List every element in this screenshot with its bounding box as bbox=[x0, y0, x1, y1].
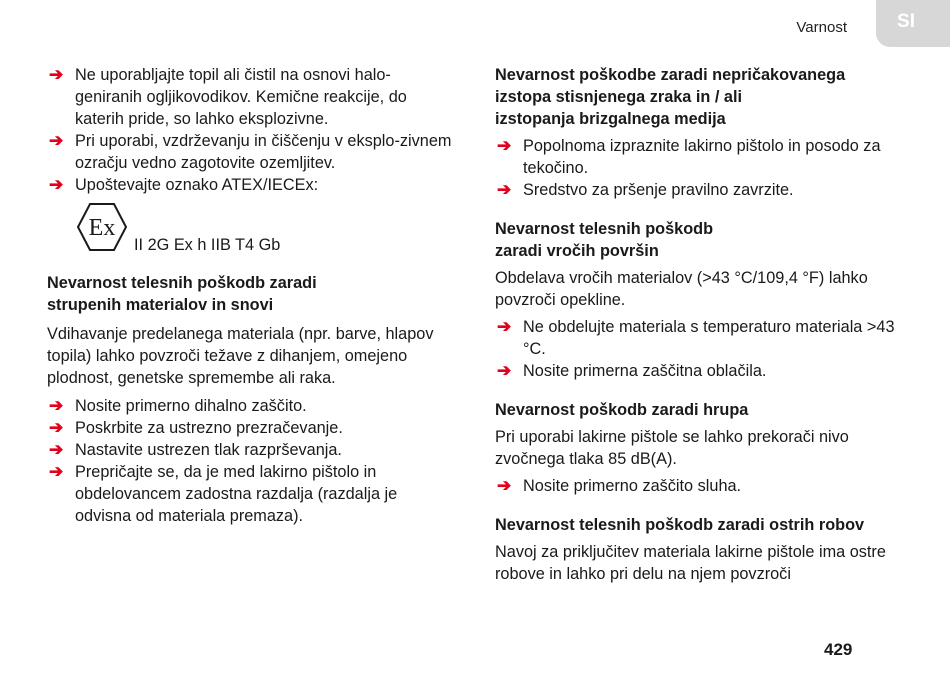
ex-code: II 2G Ex h IIB T4 Gb bbox=[134, 236, 281, 254]
arrow-right-icon: ➔ bbox=[497, 476, 512, 495]
section-hot-surfaces bbox=[495, 218, 920, 382]
list-item: ➔ Poskrbite za ustrezno prezračevanje. bbox=[49, 418, 343, 437]
arrow-right-icon: ➔ bbox=[497, 136, 512, 155]
section-body: Navoj za priključitev materiala lakirne pištole ima ostre robove in lahko pri delu na njem povzroči bbox=[495, 543, 886, 583]
list-item: ➔ Popolnoma izpraznite lakirno pištolo in posodo za tekočino. bbox=[497, 136, 881, 177]
section-heading: Nevarnost telesnih poškodb zaradi strupenih materialov in snovi bbox=[47, 274, 317, 314]
arrow-right-icon: ➔ bbox=[497, 317, 512, 336]
list-item: ➔ Sredstvo za pršenje pravilno zavrzite. bbox=[497, 180, 794, 199]
instruction-list bbox=[47, 395, 457, 527]
section-heading: Nevarnost telesnih poškodb zaradi ostrih robov bbox=[495, 516, 865, 534]
list-item: ➔ Nosite primerna zaščitna oblačila. bbox=[497, 361, 767, 380]
instruction-list bbox=[47, 64, 457, 196]
atex-marking bbox=[76, 200, 457, 252]
list-item: ➔ Prepričajte se, da je med lakirno pištolo in obdelovancem zadostna razdalja (razdalja je odvisna od materiala premaza). bbox=[49, 462, 398, 525]
header-title: Varnost bbox=[796, 19, 847, 36]
section-sharp-edges bbox=[495, 514, 920, 585]
section-noise bbox=[495, 399, 920, 497]
section-heading: Nevarnost poškodbe zaradi nepričakovanega izstopa stisnjenega zraka in / ali izstopanja brizgalnega medija bbox=[495, 66, 846, 128]
list-item: ➔ Nosite primerno dihalno zaščito. bbox=[49, 396, 307, 415]
ex-hexagon-icon bbox=[76, 202, 128, 252]
right-column bbox=[495, 64, 920, 585]
instruction-list bbox=[495, 316, 920, 382]
list-item: ➔ Pri uporabi, vzdrževanju in čiščenju v eksplo-zivnem ozračju vedno zagotovite ozemljitev. bbox=[49, 131, 452, 172]
page-number: 429 bbox=[824, 640, 853, 659]
language-tab: SI bbox=[876, 0, 950, 47]
arrow-right-icon: ➔ bbox=[49, 131, 64, 150]
section-body: Obdelava vročih materialov (>43 °C/109,4 °F) lahko povzroči opekline. bbox=[495, 269, 868, 309]
arrow-right-icon: ➔ bbox=[49, 175, 64, 194]
section-heading: Nevarnost telesnih poškodb zaradi vročih površin bbox=[495, 220, 714, 260]
section-body: Pri uporabi lakirne pištole se lahko prekorači nivo zvočnega tlaka 85 dB(A). bbox=[495, 428, 849, 468]
list-item: ➔ Nastavite ustrezen tlak razprševanja. bbox=[49, 440, 342, 459]
instruction-list bbox=[495, 135, 920, 201]
arrow-right-icon: ➔ bbox=[49, 418, 64, 437]
list-item: ➔ Nosite primerno zaščito sluha. bbox=[497, 476, 742, 495]
arrow-right-icon: ➔ bbox=[497, 180, 512, 199]
arrow-right-icon: ➔ bbox=[49, 396, 64, 415]
arrow-right-icon: ➔ bbox=[49, 462, 64, 481]
svg-text:Ex: Ex bbox=[88, 215, 116, 241]
section-toxic bbox=[47, 272, 457, 527]
list-item: ➔ Ne uporabljajte topil ali čistil na osnovi halo-geniranih ogljikovodikov. Kemične reakcije, do katerih pride, so lahko eksplozivne. bbox=[49, 65, 407, 128]
arrow-right-icon: ➔ bbox=[49, 65, 64, 84]
arrow-right-icon: ➔ bbox=[497, 361, 512, 380]
list-item: ➔ Upoštevajte oznako ATEX/IECEx: bbox=[49, 175, 319, 194]
instruction-list bbox=[495, 475, 920, 497]
section-heading: Nevarnost poškodb zaradi hrupa bbox=[495, 401, 749, 419]
left-column bbox=[47, 64, 457, 527]
arrow-right-icon: ➔ bbox=[49, 440, 64, 459]
section-compressed-air bbox=[495, 64, 920, 201]
section-body: Vdihavanje predelanega materiala (npr. barve, hlapov topila) lahko povzroči težave z dihanjem, omejeno plodnost, genetske spremembe ali raka. bbox=[47, 325, 434, 387]
list-item: ➔ Ne obdelujte materiala s temperaturo materiala >43 °C. bbox=[497, 317, 895, 358]
